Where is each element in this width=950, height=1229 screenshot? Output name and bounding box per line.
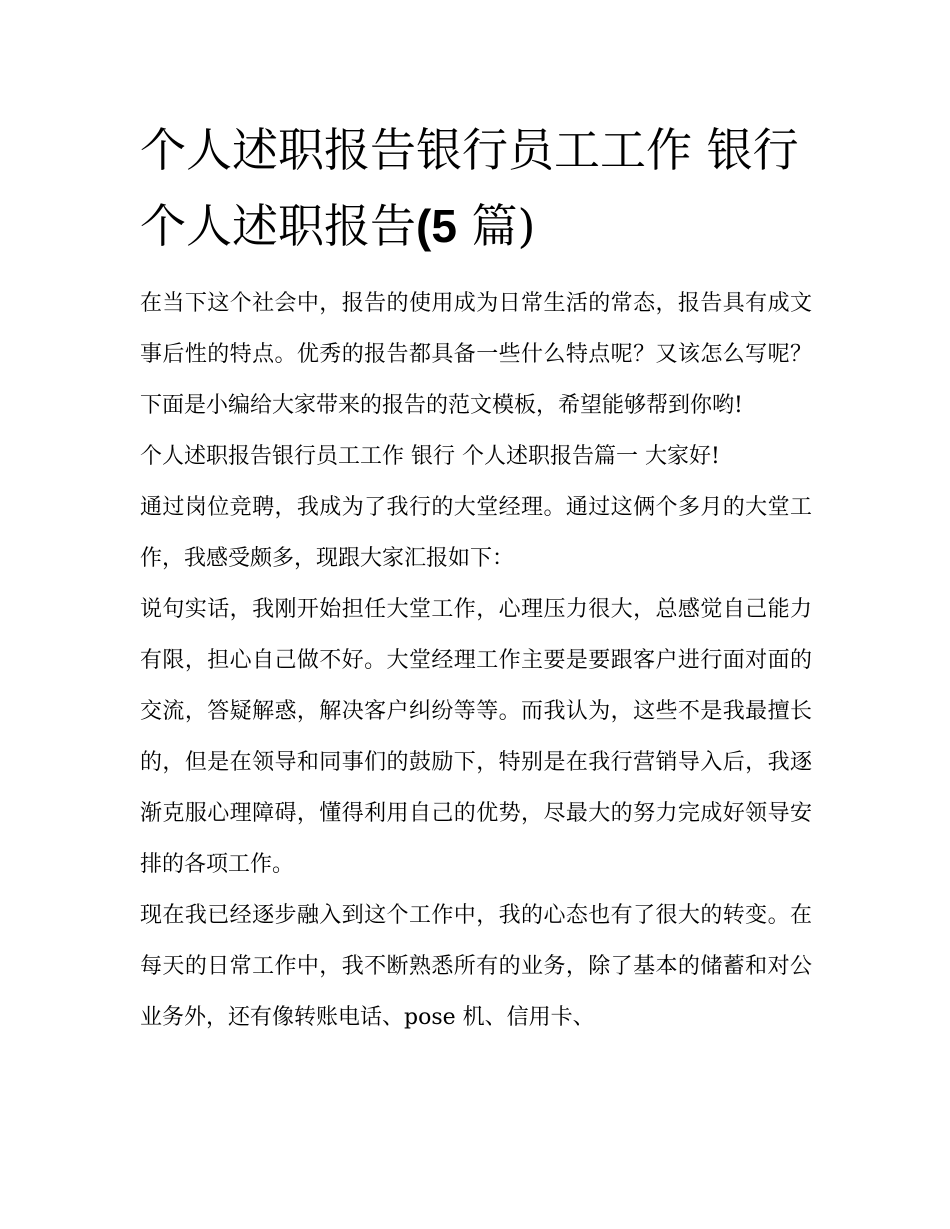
paragraph-intro: 在当下这个社会中，报告的使用成为日常生活的常态，报告具有成文事后性的特点。优秀的报告都具备一些什么特点呢？又该怎么写呢？下面是小编给大家带来的报告的范文模板，希望能够帮到你哟! [140,291,812,418]
document-title-text: 个人述职报告银行员工工作 银行 个人述职报告 [140,123,799,253]
document-title [140,112,812,264]
document-title-count: (5 [416,200,457,252]
document-title-suffix: 篇) [456,199,536,253]
paragraph-progress: 现在我已经逐步融入到这个工作中，我的心态也有了很大的转变。在每天的日常工作中，我不断熟悉所有的业务，除了基本的储蓄和对公业务外，还有像转账电话、pose 机、信用卡、 [140,903,812,1030]
document-body [140,112,812,1043]
paragraph-pressure: 说句实话，我刚开始担任大堂工作，心理压力很大，总感觉自己能力有限，担心自己做不好。大堂经理工作主要是要跟客户进行面对面的交流，答疑解惑，解决客户纠纷等等。而我认为，这些不是我最擅长的，但是在领导和同事们的鼓励下，特别是在我行营销导入后，我逐渐克服心理障碍，懂得利用自己的优势，尽最大的努力完成好领导安排的各项工作。 [140,597,812,877]
paragraph-greeting: 个人述职报告银行员工工作 银行 个人述职报告篇一 大家好! [140,444,720,469]
paragraph-position: 通过岗位竞聘，我成为了我行的大堂经理。通过这俩个多月的大堂工作，我感受颇多，现跟大家汇报如下： [140,495,812,571]
